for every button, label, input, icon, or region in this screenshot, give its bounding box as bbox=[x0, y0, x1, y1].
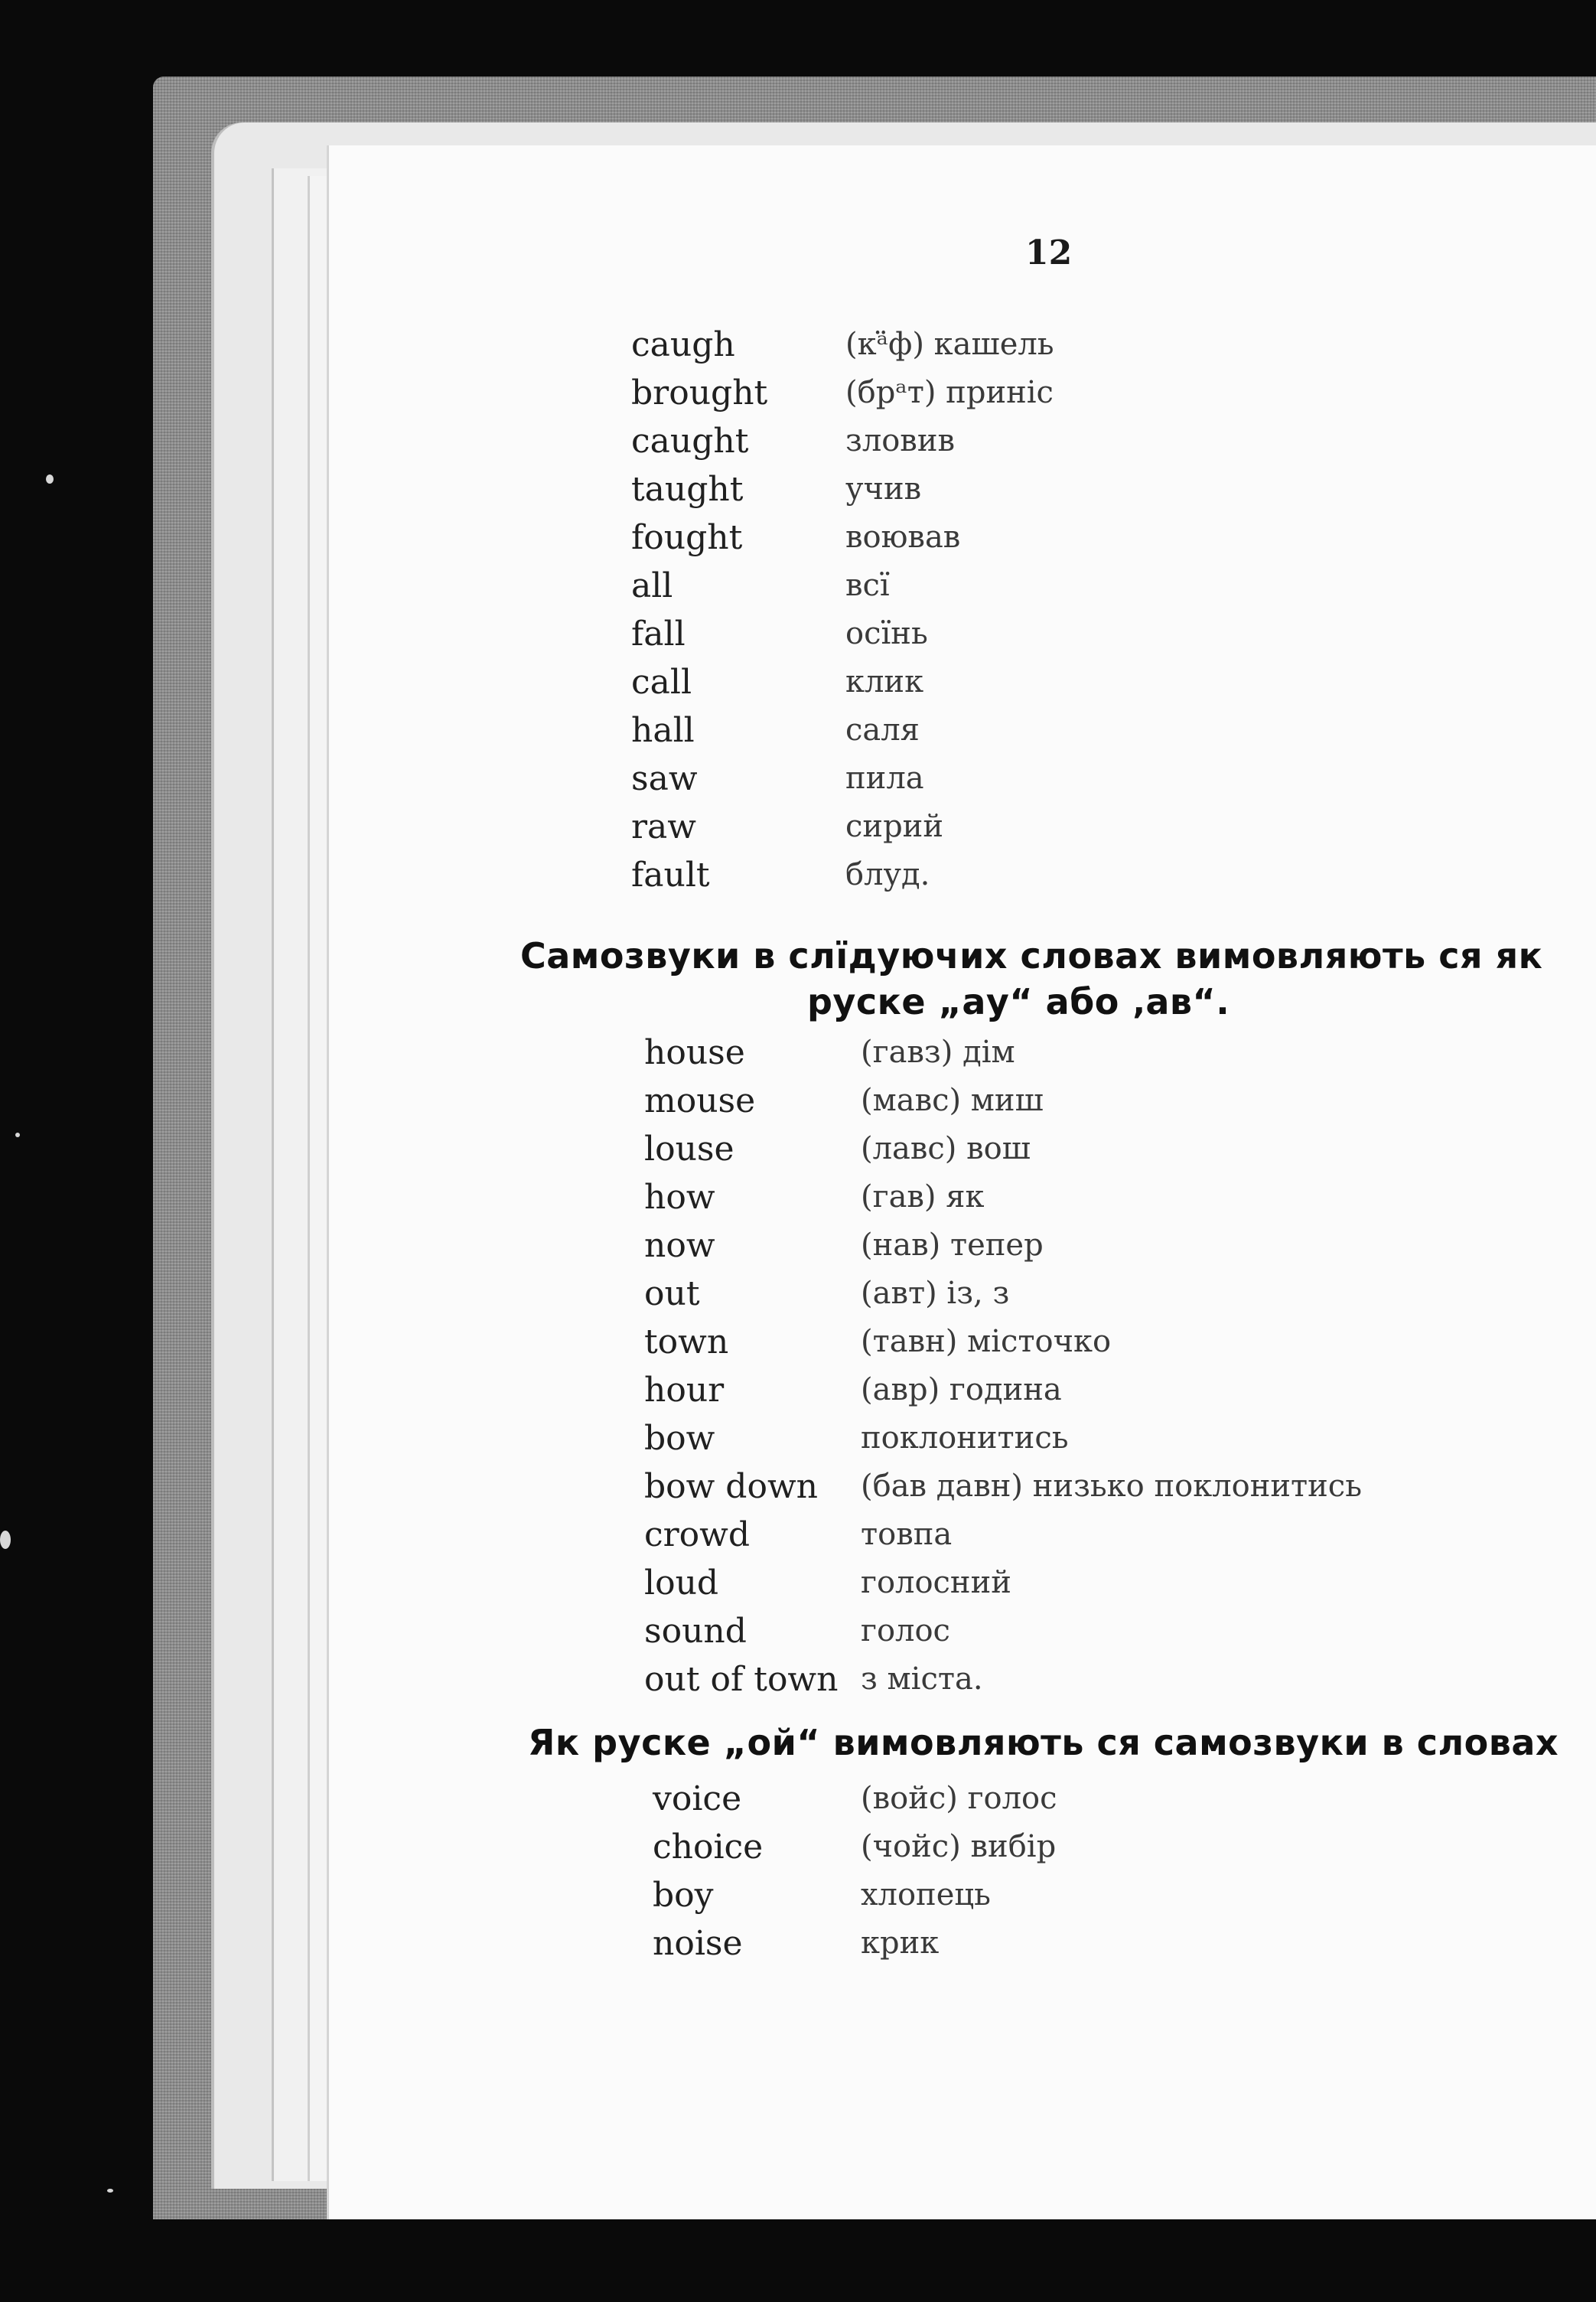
translation: сирий bbox=[845, 809, 943, 844]
translation: клик bbox=[845, 664, 924, 699]
english-word: loud bbox=[644, 1563, 719, 1603]
translation: голос bbox=[861, 1613, 950, 1648]
english-word: hall bbox=[631, 711, 695, 750]
translation: (чойс) вибір bbox=[861, 1829, 1057, 1864]
translation: (авт) із, з bbox=[861, 1276, 1010, 1311]
english-word: bow bbox=[644, 1419, 715, 1458]
translation: (брᵃт) приніс bbox=[845, 375, 1054, 410]
translation: (гавз) дім bbox=[861, 1035, 1015, 1070]
english-word: bow down bbox=[644, 1467, 818, 1506]
english-word: hour bbox=[644, 1371, 725, 1410]
translation: пила bbox=[845, 761, 924, 796]
translation: товпа bbox=[861, 1517, 953, 1552]
english-word: call bbox=[631, 663, 692, 702]
english-word: now bbox=[644, 1226, 715, 1265]
translation: (кᵃ̈ф) кашель bbox=[845, 327, 1054, 362]
english-word: sound bbox=[644, 1612, 747, 1651]
translation: (бав давн) низько поклонитись bbox=[861, 1469, 1362, 1504]
translation: крик bbox=[861, 1925, 940, 1961]
translation: всї bbox=[845, 568, 890, 603]
english-word: caugh bbox=[631, 325, 735, 364]
translation: саля bbox=[845, 712, 920, 748]
english-word: mouse bbox=[644, 1081, 756, 1120]
english-word: louse bbox=[644, 1130, 734, 1169]
section-heading: Самозвуки в слїдуючих словах вимовляють ся як bbox=[520, 935, 1543, 977]
translation: (войс) голос bbox=[861, 1781, 1057, 1816]
english-word: town bbox=[644, 1322, 729, 1361]
english-word: choice bbox=[653, 1828, 764, 1867]
english-word: noise bbox=[653, 1924, 743, 1963]
translation: (мавс) миш bbox=[861, 1083, 1044, 1118]
dust-speck bbox=[46, 474, 54, 484]
english-word: taught bbox=[631, 470, 744, 509]
english-word: raw bbox=[631, 807, 696, 846]
dust-speck bbox=[15, 1133, 20, 1137]
english-word: crowd bbox=[644, 1515, 750, 1554]
translation: (лавс) вош bbox=[861, 1131, 1031, 1166]
dust-speck bbox=[0, 1531, 11, 1549]
english-word: out bbox=[644, 1274, 700, 1313]
english-word: saw bbox=[631, 759, 698, 798]
translation: воював bbox=[845, 520, 961, 555]
english-word: boy bbox=[653, 1876, 714, 1915]
section-heading-continued: руске „ау“ або ‚ав“. bbox=[807, 981, 1230, 1022]
translation: з міста. bbox=[861, 1661, 983, 1697]
english-word: voice bbox=[653, 1779, 742, 1818]
english-word: all bbox=[631, 566, 673, 605]
section-heading: Як руске „ой“ вимовляють ся самозвуки в словах bbox=[528, 1722, 1559, 1763]
dust-speck bbox=[107, 2189, 113, 2193]
english-word: house bbox=[644, 1033, 745, 1072]
page-number: 12 bbox=[1025, 233, 1073, 272]
translation: голосний bbox=[861, 1565, 1011, 1600]
english-word: fought bbox=[631, 518, 743, 557]
english-word: fall bbox=[631, 615, 686, 654]
translation: поклонитись bbox=[861, 1420, 1069, 1456]
translation: (авр) година bbox=[861, 1372, 1062, 1407]
translation: (нав) тепер bbox=[861, 1228, 1044, 1263]
translation: (гав) як bbox=[861, 1179, 985, 1215]
english-word: how bbox=[644, 1178, 715, 1217]
translation: осїнь bbox=[845, 616, 928, 651]
translation: учив bbox=[845, 471, 922, 507]
english-word: out of town bbox=[644, 1660, 839, 1699]
translation: блуд. bbox=[845, 857, 930, 892]
english-word: fault bbox=[631, 856, 710, 895]
english-word: caught bbox=[631, 422, 749, 461]
translation: (тавн) місточко bbox=[861, 1324, 1112, 1359]
translation: зловив bbox=[845, 423, 956, 458]
translation: хлопець bbox=[861, 1877, 991, 1912]
english-word: brought bbox=[631, 373, 768, 412]
